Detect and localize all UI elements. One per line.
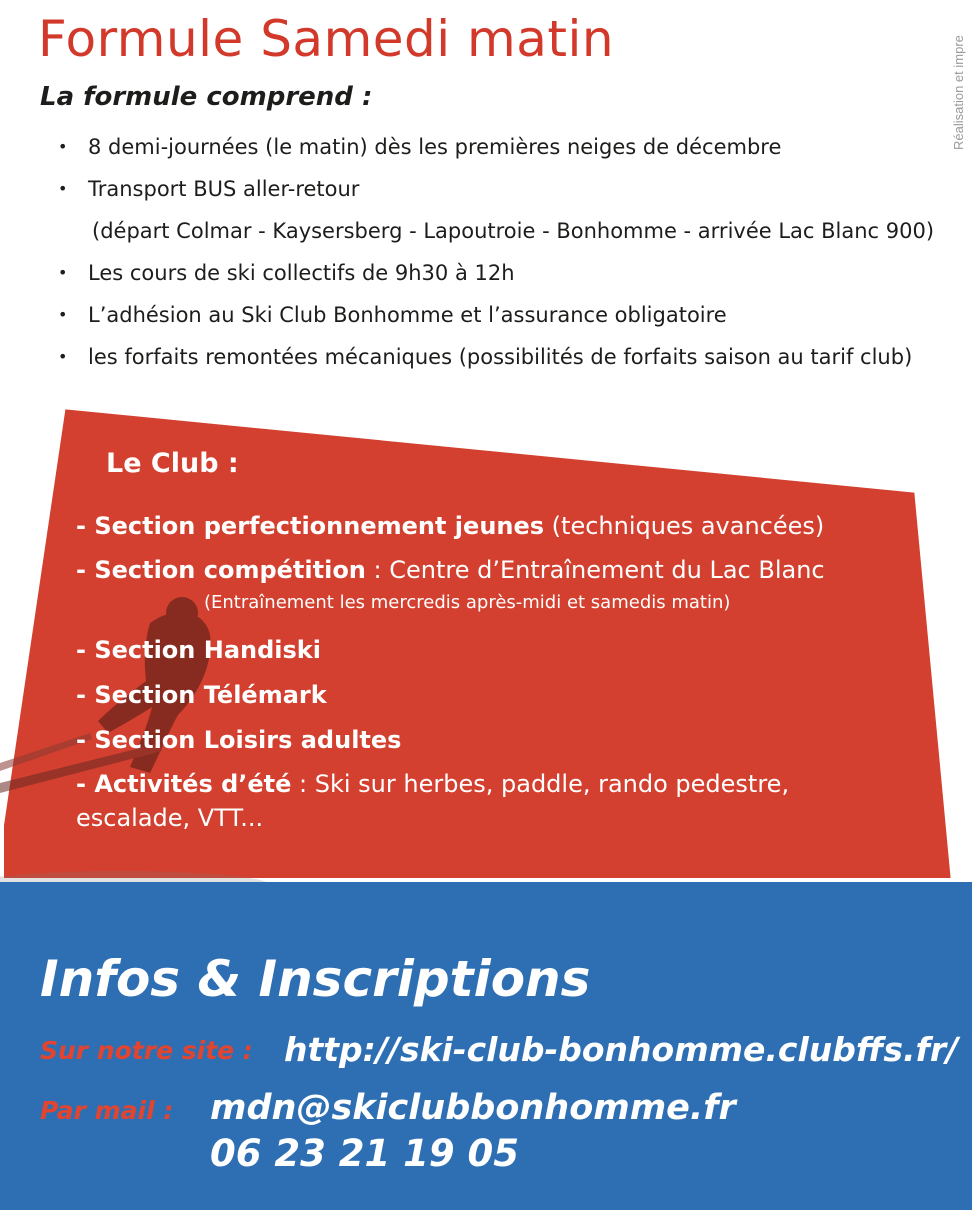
bullet-icon: •: [58, 137, 68, 156]
list-item: [56, 336, 956, 378]
section-detail: (techniques avancées): [544, 512, 825, 540]
competition-note: (Entraînement les mercredis après-midi et samedis matin): [204, 592, 731, 613]
list-item-text: Les cours de ski collectifs de 9h30 à 12h: [88, 261, 515, 285]
list-item: [56, 126, 956, 168]
mail-label: Par mail :: [40, 1096, 174, 1125]
section-detail: : Centre d’Entraînement du Lac Blanc: [365, 556, 825, 584]
print-credit: Réalisation et impre: [951, 35, 966, 150]
club-section-item: [76, 512, 824, 540]
formula-includes-list: [56, 126, 956, 378]
bullet-icon: •: [58, 179, 68, 198]
activities-continuation: escalade, VTT...: [76, 804, 264, 832]
section-name: - Activités d’été: [76, 770, 292, 798]
list-item-text: les forfaits remontées mécaniques (possibilités de forfaits saison au tarif club): [88, 345, 913, 369]
section-name: - Section Loisirs adultes: [76, 726, 402, 754]
list-item-continuation: [56, 210, 956, 252]
list-item: [56, 252, 956, 294]
email-link[interactable]: mdn@skiclubbonhomme.fr: [210, 1088, 736, 1128]
section-name: - Section perfectionnement jeunes: [76, 512, 545, 540]
section-name: - Section Télémark: [76, 681, 327, 709]
site-label: Sur notre site :: [40, 1036, 253, 1065]
list-item-text: L’adhésion au Ski Club Bonhomme et l’assurance obligatoire: [88, 303, 727, 327]
formula-subtitle: La formule comprend :: [40, 82, 373, 112]
list-item-text: Transport BUS aller-retour: [88, 177, 360, 201]
list-item-text: (départ Colmar - Kaysersberg - Lapoutroie - Bonhomme - arrivée Lac Blanc 900): [92, 219, 935, 243]
bullet-icon: •: [58, 263, 68, 282]
phone-number[interactable]: 06 23 21 19 05: [210, 1132, 519, 1175]
club-title: Le Club :: [106, 448, 239, 479]
info-title: Infos & Inscriptions: [40, 950, 591, 1008]
section-name: - Section Handiski: [76, 636, 321, 664]
page-title: Formule Samedi matin: [38, 10, 615, 68]
club-section-item: [76, 770, 789, 798]
club-section-item: [76, 681, 327, 709]
list-item-text: 8 demi-journées (le matin) dès les premières neiges de décembre: [88, 135, 782, 159]
section-detail: : Ski sur herbes, paddle, rando pedestre,: [291, 770, 790, 798]
club-section-item: [76, 726, 401, 754]
bullet-icon: •: [58, 347, 68, 366]
club-section-item: [76, 556, 825, 584]
list-item: [56, 168, 956, 210]
club-section-item: [76, 636, 321, 664]
bullet-icon: •: [58, 305, 68, 324]
list-item: [56, 294, 956, 336]
site-link[interactable]: http://ski-club-bonhomme.clubffs.fr/: [284, 1030, 959, 1069]
section-name: - Section compétition: [76, 556, 366, 584]
